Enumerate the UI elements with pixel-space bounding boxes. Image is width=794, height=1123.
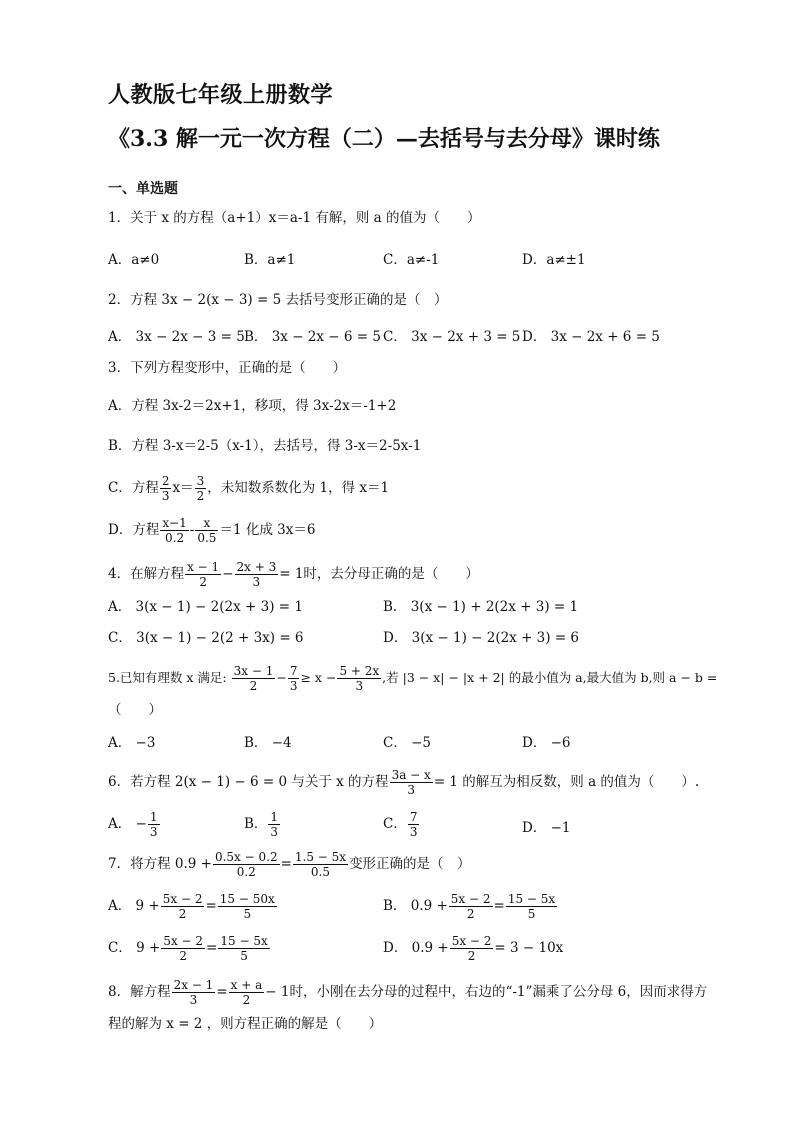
fraction: $\frac{x - 1}{2}$ xyxy=(187,560,220,589)
q8-stem-line2: 程的解为 x = 2 ，则方程正确的解是（ ） xyxy=(108,1016,383,1032)
q3-option-c: C．方程 $\frac{2}{3}$ x＝ $\frac{3}{2}$ ，未知数系数化为 1，得 x＝1 xyxy=(108,474,390,503)
fraction: $\frac{3a - x}{3}$ xyxy=(391,768,431,797)
q5-answer-paren: （ ） xyxy=(108,702,162,718)
q1-option-c: C．a≠-1 xyxy=(383,252,440,268)
q5-option-c: C． −5 xyxy=(383,735,432,751)
fraction: $\frac{3}{2}$ xyxy=(196,474,205,503)
fraction: $\frac{2x - 1}{3}$ xyxy=(173,978,214,1007)
q8-stem: 8．解方程 $\frac{2x - 1}{3}$ = $\frac{x + a}{2}$ − 1时，小刚在去分母的过程中，右边的“-1”漏乘了公分母 6，因而求得方 xyxy=(108,978,708,1007)
q4-stem: 4．在解方程 $\frac{x - 1}{2}$ − $\frac{2x + 3}{3}$ = 1时，去分母正确的是（ ） xyxy=(108,560,479,589)
fraction: $\frac{5x - 2}{2}$ xyxy=(451,934,492,963)
fraction: $\frac{x}{0.5}$ xyxy=(197,516,217,545)
q3-option-d: D．方程 $\frac{x-1}{0.2}$ - $\frac{x}{0.5}$ ＝1 化成 3x＝6 xyxy=(108,516,316,545)
q7-option-d: D． 0.9 + $\frac{5x - 2}{2}$ = 3 − 10x xyxy=(383,934,564,963)
q2-option-c: C． 3x − 2x + 3 = 5 xyxy=(383,329,521,345)
fraction: $\frac{5x - 2}{2}$ xyxy=(163,934,204,963)
q5-option-b: B． −4 xyxy=(244,735,292,751)
q3-stem: 3．下列方程变形中，正确的是（ ） xyxy=(108,360,347,376)
q1-option-b: B．a≠1 xyxy=(244,252,296,268)
q6-option-a: A． − $\frac{1}{3}$ xyxy=(108,810,158,839)
fraction: $\frac{2}{3}$ xyxy=(161,474,170,503)
doc-title-line1: 人教版七年级上册数学 xyxy=(108,82,334,108)
q2-option-b: B． 3x − 2x − 6 = 5 xyxy=(244,329,381,345)
q6-option-b: B． $\frac{1}{3}$ xyxy=(244,810,279,839)
doc-title-line2: 《3.3 解一元一次方程（二）—去括号与去分母》课时练 xyxy=(108,126,660,152)
q7-stem: 7．将方程 0.9 + $\frac{0.5x - 0.2}{0.2}$ = $\frac{1.5 - 5x}{0.5}$ 变形正确的是（ ） xyxy=(108,850,471,879)
fraction: $\frac{15 - 5x}{5}$ xyxy=(507,892,556,921)
fraction: $\frac{1.5 - 5x}{0.5}$ xyxy=(294,850,347,879)
q5-option-d: D． −6 xyxy=(522,735,571,751)
q3-option-a: A．方程 3x-2＝2x+1，移项，得 3x-2x＝-1+2 xyxy=(108,398,397,414)
q2-stem: 2．方程 3x − 2(x − 3) = 5 去括号变形正确的是（ ） xyxy=(108,292,448,308)
q7-option-c: C． 9 + $\frac{5x - 2}{2}$ = $\frac{15 - 5x}{5}$ xyxy=(108,934,268,963)
fraction: $\frac{7}{3}$ xyxy=(289,664,298,693)
fraction: $\frac{7}{3}$ xyxy=(409,810,418,839)
q4-option-a: A． 3(x − 1) − 2(2x + 3) = 1 xyxy=(108,599,303,615)
fraction: $\frac{1}{3}$ xyxy=(149,810,158,839)
q1-stem: 1．关于 x 的方程（a+1）x＝a-1 有解，则 a 的值为（ ） xyxy=(108,210,481,226)
fraction: $\frac{5 + 2x}{3}$ xyxy=(339,664,380,693)
q6-option-d: D． −1 xyxy=(522,820,571,836)
q1-option-a: A．a≠0 xyxy=(108,252,160,268)
q7-option-b: B． 0.9 + $\frac{5x - 2}{2}$ = $\frac{15 - 5x}{5}$ xyxy=(383,892,556,921)
fraction: $\frac{15 - 50x}{5}$ xyxy=(219,892,275,921)
q4-option-b: B． 3(x − 1) + 2(2x + 3) = 1 xyxy=(383,599,579,615)
q2-option-d: D． 3x − 2x + 6 = 5 xyxy=(522,329,660,345)
section-heading: 一、单选题 xyxy=(108,181,178,197)
q1-option-d: D．a≠±1 xyxy=(522,252,586,268)
q4-option-c: C． 3(x − 1) − 2(2 + 3x) = 6 xyxy=(108,630,304,646)
q3-option-b: B．方程 3-x＝2-5（x-1），去括号，得 3-x＝2-5x-1 xyxy=(108,438,422,454)
q6-option-c: C． $\frac{7}{3}$ xyxy=(383,810,418,839)
fraction: $\frac{15 - 5x}{5}$ xyxy=(220,934,268,963)
fraction: $\frac{5x - 2}{2}$ xyxy=(162,892,203,921)
fraction: $\frac{0.5x - 0.2}{0.2}$ xyxy=(214,850,278,879)
q6-stem: 6．若方程 2(x − 1) − 6 = 0 与关于 x 的方程 $\frac{3a - x}{3}$ = 1 的解互为相反数，则 a 的值为（ ）. xyxy=(108,768,700,797)
q5-stem: 5.已知有理数 x 满足: $\frac{3x - 1}{2}$ − $\frac{7}{3}$ ≥ x − $\frac{5 + 2x}{3}$ ,若 |3 − x| − |x + 2| 的最小值为 a,最大值为 b,则 a − b = xyxy=(108,664,718,693)
fraction: $\frac{x-1}{0.2}$ xyxy=(162,516,187,545)
fraction: $\frac{3x - 1}{2}$ xyxy=(233,664,274,693)
fraction: $\frac{5x - 2}{2}$ xyxy=(450,892,491,921)
q2-option-a: A． 3x − 2x − 3 = 5 xyxy=(108,329,245,345)
fraction: $\frac{x + a}{2}$ xyxy=(230,978,263,1007)
q5-option-a: A． −3 xyxy=(108,735,156,751)
fraction: $\frac{2x + 3}{3}$ xyxy=(236,560,277,589)
q7-option-a: A． 9 + $\frac{5x - 2}{2}$ = $\frac{15 - 50x}{5}$ xyxy=(108,892,275,921)
q4-option-d: D． 3(x − 1) − 2(2x + 3) = 6 xyxy=(383,630,580,646)
fraction: $\frac{1}{3}$ xyxy=(270,810,279,839)
